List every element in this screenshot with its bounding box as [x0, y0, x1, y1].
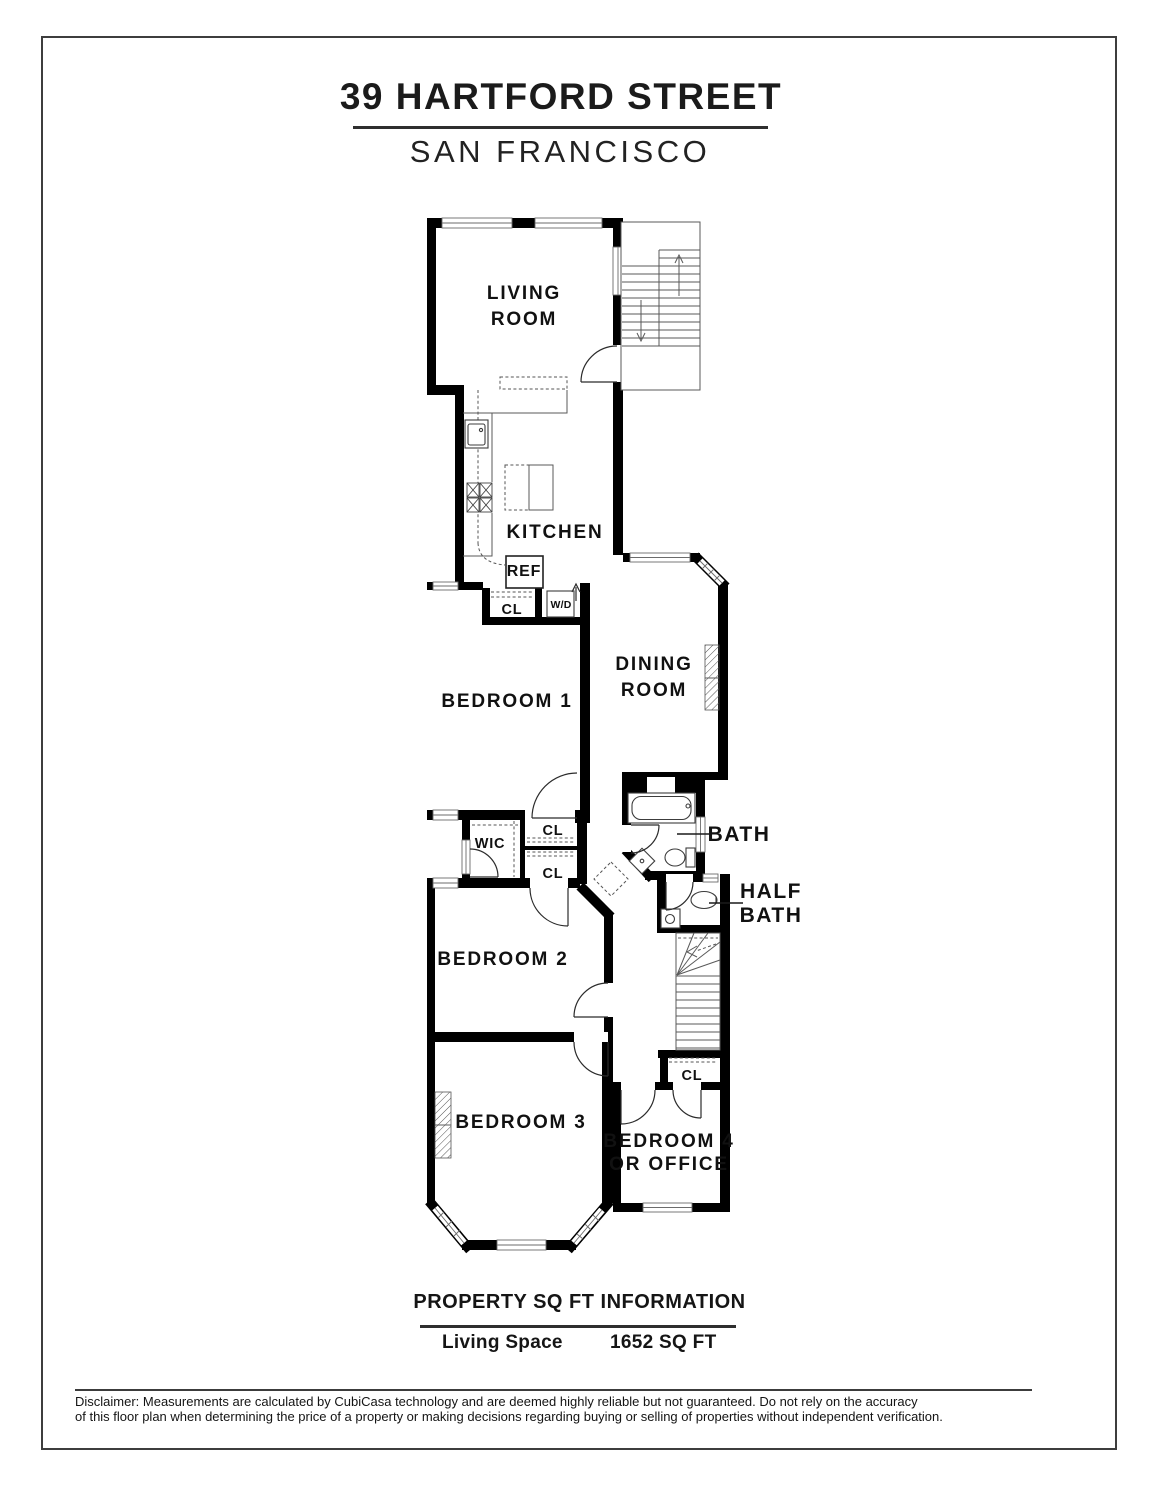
- bath-toilet: [665, 848, 695, 867]
- page-title: 39 HARTFORD STREET: [339, 76, 783, 117]
- bedroom4-label: BEDROOM 4: [603, 1131, 735, 1152]
- property-info-divider: [420, 1325, 736, 1328]
- kitchen-closet-label: CL: [501, 602, 523, 618]
- living-room-label: LIVING: [486, 283, 562, 304]
- half-bath-sink: [691, 892, 717, 909]
- kitchen-sink: [465, 420, 488, 448]
- bedroom2-label: BEDROOM 2: [437, 949, 569, 970]
- stove: [467, 483, 492, 512]
- closet-upper-label: CL: [542, 823, 564, 839]
- hall-skylight-symbol: [594, 862, 628, 896]
- half-bath-label: HALF: [740, 880, 802, 903]
- page-subtitle: SAN FRANCISCO: [409, 134, 711, 169]
- dining-room-label2: ROOM: [620, 680, 688, 701]
- chimney-hatch: [435, 645, 719, 1158]
- property-info-heading: PROPERTY SQ FT INFORMATION: [413, 1291, 746, 1313]
- wic-label: WIC: [474, 836, 506, 852]
- disclaimer-line2: of this floor plan when determining the price of a property or making decisions regarding buying or selling of properties without independent verification.: [75, 1409, 943, 1424]
- kitchen-island: [505, 465, 553, 510]
- closet-lower-label: CL: [542, 866, 564, 882]
- fridge-label: REF: [506, 563, 542, 580]
- half-bath-label2: BATH: [739, 904, 803, 927]
- staircase-lower: [676, 933, 720, 1050]
- living-room-label2: ROOM: [490, 309, 558, 330]
- stairs-closet-label: CL: [681, 1068, 703, 1084]
- bathtub: [628, 793, 695, 823]
- half-bath-toilet: [661, 909, 680, 928]
- living-space-label: Living Space: [442, 1332, 563, 1353]
- washer-dryer-label: W/D: [550, 599, 572, 611]
- bedroom1-label: BEDROOM 1: [441, 691, 573, 712]
- staircase-upper: [621, 222, 700, 390]
- bedroom3-label: BEDROOM 3: [455, 1112, 587, 1133]
- bath-label: BATH: [707, 823, 771, 846]
- dining-room-label: DINING: [615, 654, 693, 675]
- disclaimer-line1: Disclaimer: Measurements are calculated by CubiCasa technology and are deemed highly reliable but not guaranteed. Do not rely on the accuracy: [75, 1394, 918, 1409]
- kitchen-label: KITCHEN: [506, 522, 604, 543]
- living-space-value: 1652 SQ FT: [610, 1332, 717, 1353]
- bedroom4-label2: OR OFFICE: [609, 1154, 729, 1175]
- disclaimer-divider: [75, 1389, 1032, 1391]
